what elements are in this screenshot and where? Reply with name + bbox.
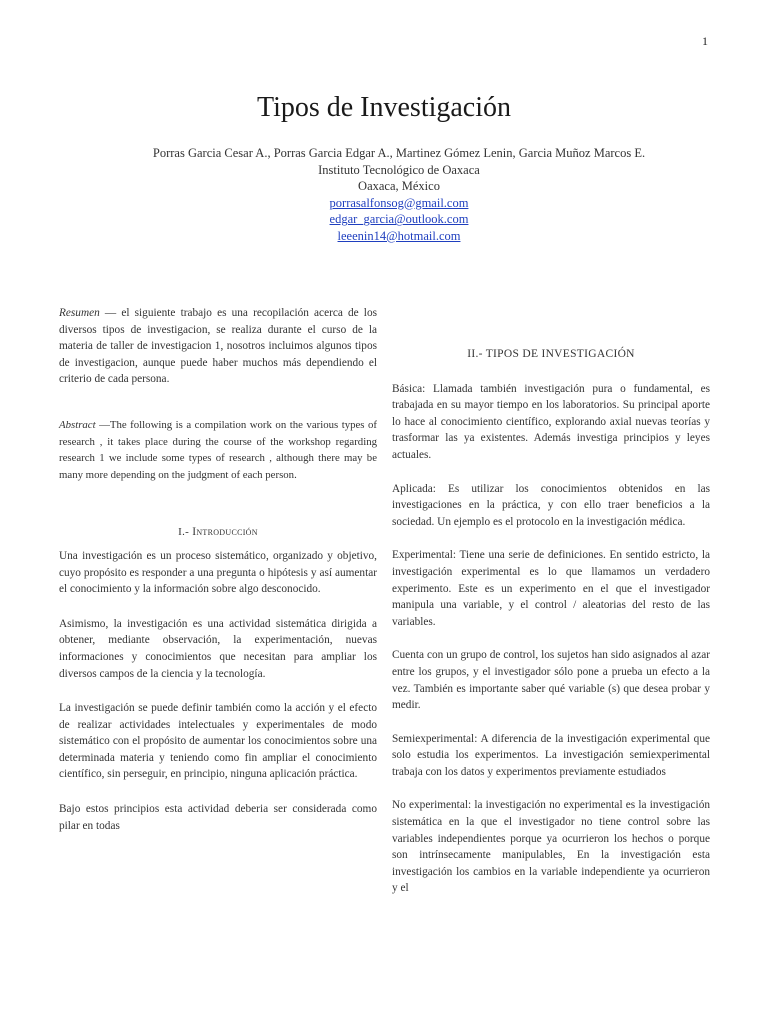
type-basica-paragraph: Básica: Llamada también investigación pura o fundamental, es trabajada en su mayor tiempo en los laboratorios. Su principal aporte lo hace al conocimiento científico, explorando axial nuevas teorías y trasformar las ya existentes. Además investiga principios y leyes actuales. (392, 382, 710, 461)
type-no-experimental-paragraph: No experimental: la investigación no experimental es la investigación sistemática en la que el investigador no tiene control sobre las variables independientes porque ya ocurrieron los hechos o porque son intrínsecamente manipulables, En la investigación esta investigación los cambios en la variable independiente ya ocurrieron y el (392, 799, 710, 895)
abstract-en (59, 417, 377, 483)
introduction-body (59, 548, 377, 834)
intro-paragraph-2: Asimismo, la investigación es una actividad sistemática dirigida a obtener, mediante observación, la experimentación, nuevas informaciones y conocimientos que necesitan para ampliar los diversos campos de la ciencia y la tecnología. (59, 617, 377, 680)
left-column (59, 305, 377, 834)
location: Oaxaca, México (358, 179, 440, 194)
intro-paragraph-4: Bajo estos principios esta actividad deberia ser considerada como pilar en todas (59, 803, 377, 832)
email-link-1[interactable]: porrasalfonsog@gmail.com (329, 195, 469, 210)
paper-title: Tipos de Investigación (256, 92, 512, 123)
institution: Instituto Tecnológico de Oaxaca (318, 162, 480, 177)
introduction-heading-title: Introducción (192, 526, 258, 539)
intro-paragraph-1: Una investigación es un proceso sistemático, organizado y objetivo, cuyo propósito es responder a una pregunta o hipótesis y así aumentar el conocimiento y la información sobre algo desconocido. (59, 549, 377, 596)
email-link-3[interactable]: leeenin14@hotmail.com (337, 228, 461, 243)
abstract-es (59, 305, 377, 388)
abstract-es-label: Resumen (59, 307, 100, 319)
author-block (0, 145, 768, 245)
type-semiexperimental-paragraph: Semiexperimental: A diferencia de la investigación experimental que solo estudia los experimentos. La investigación semiexperimental trabaja con los datos y experimentos previamente estudiados (392, 732, 710, 778)
email-link-2[interactable]: edgar_garcia@outlook.com (329, 212, 469, 227)
author-names: Porras Garcia Cesar A., Porras Garcia Edgar A., Martinez Gómez Lenin, Garcia Muñoz Marcos E. (152, 146, 646, 160)
abstract-en-text: —The following is a compilation work on the various types of research , it takes place during the course of the workshop regarding research 1 we include some types of research , although there may be many more depending on the judgment of each person. (59, 418, 377, 481)
section-2-heading: II.- TIPOS DE INVESTIGACIÓN (467, 348, 635, 360)
type-aplicada-paragraph: Aplicada: Es utilizar los conocimientos obtenidos en las investigaciones en la práctica, y con ello traer beneficios a la sociedad. Un ejemplo es el protocolo en la investigación médica. (392, 482, 710, 528)
page-number: 1 (702, 34, 708, 48)
control-group-paragraph: Cuenta con un grupo de control, los sujetos han sido asignados al azar entre los grupos, y el investigador sólo pone a prueba un efecto a la vez. También es importante saber qué variable (s) que desea probar y medir. (392, 649, 710, 712)
introduction-heading (59, 524, 377, 541)
intro-paragraph-3: La investigación se puede definir también como la acción y el efecto de realizar actividades intelectuales y experimentales de modo sistemático con el propósito de aumentar los conocimientos sobre una determinada materia y teniendo como fin ampliar el conocimiento científico, sin perseguir, en principio, ninguna aplicación práctica. (59, 702, 377, 781)
type-experimental-paragraph: Experimental: Tiene una serie de definiciones. En sentido estricto, la investigación experimental es lo que llamamos un verdadero experimento. Este es un experimento en el que el investigador manipula una variable, y el control / aleatorias del resto de las variables. (392, 549, 710, 628)
abstract-en-label: Abstract (59, 418, 96, 431)
abstract-es-text: — el siguiente trabajo es una recopilación acerca de los diversos tipos de investigacion, se realiza durante el curso de la materia de taller de investigacion 1, nosotros incluimos algunos tipos de investigacion, aunque puede haber muchos más dependiendo el criterio de cada persona. (59, 307, 377, 386)
section-2-body (392, 381, 710, 897)
right-column (392, 346, 710, 897)
introduction-heading-prefix: I.- (178, 526, 193, 539)
